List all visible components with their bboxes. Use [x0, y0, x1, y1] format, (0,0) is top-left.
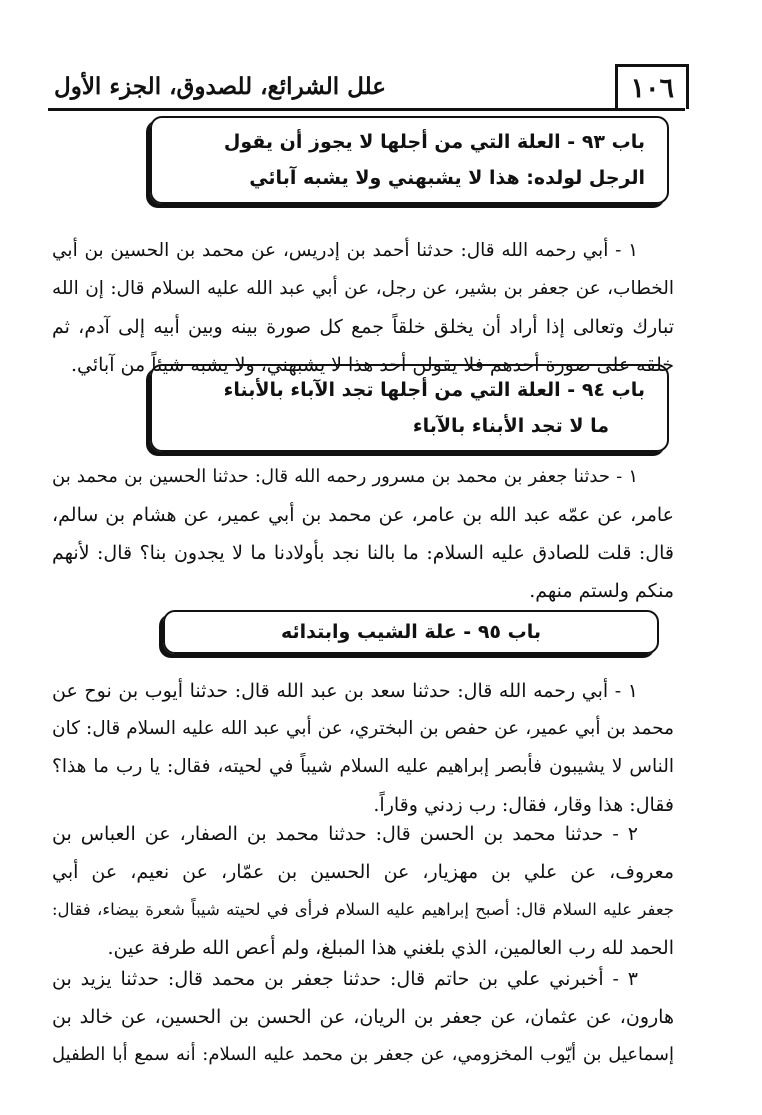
text-line: منكم ولستم منهم. [529, 580, 674, 602]
chapter-heading-95 [163, 610, 659, 654]
text-line: الحمد لله رب العالمين، الذي بلغني هذا المبلغ، ولم أعص الله طرفة عين. [107, 937, 674, 959]
text-line: محمد بن أبي عمير، عن حفص بن البختري، عن أبي عبد الله عليه السلام قال: كان [52, 718, 674, 739]
text-line: هارون، عن عثمان، عن جعفر بن الريان، عن الحسن بن الحسين، عن خالد بن [52, 1006, 674, 1028]
text-line: خلقه على صورة أحدهم فلا يقولن أحد هذا لا يشبهني، ولا يشبه شيئاً من آبائي. [70, 354, 674, 376]
text-line: ٣ - أخبرني علي بن حاتم قال: حدثنا جعفر بن محمد قال: حدثنا يزيد بن [52, 968, 638, 990]
chapter-heading-line: باب ٩٥ - علة الشيب وابتدائه [281, 621, 541, 643]
hadith-paragraph [52, 960, 674, 1074]
text-line: ٢ - حدثنا محمد بن الحسن قال: حدثنا محمد بن الصفار، عن العباس بن [52, 823, 638, 845]
page-number: ١٠٦ [615, 64, 689, 109]
text-line: ١ - أبي رحمه الله قال: حدثنا أحمد بن إدريس، عن محمد بن الحسين بن أبي [52, 240, 638, 261]
running-title: علل الشرائع، للصدوق، الجزء الأول [54, 72, 386, 100]
hadith-paragraph [52, 815, 674, 967]
text-line: عامر، عن عمّه عبد الله بن عامر، عن محمد بن أبي عمير، عن هشام بن سالم، [52, 504, 674, 526]
chapter-heading-line: باب ٩٤ - العلة التي من أجلها تجد الآباء بالأبناء [223, 379, 645, 401]
chapter-heading-line: ما لا تجد الأبناء بالآباء [412, 415, 609, 437]
text-line: قال: قلت للصادق عليه السلام: ما بالنا نجد بأولادنا ما لا يجدون بنا؟ قال: لأنهم [52, 542, 674, 564]
text-line: جعفر عليه السلام قال: أصبح إبراهيم عليه السلام فرأى في لحيته شيباً شعرة بيضاء، فقال: [52, 900, 674, 919]
text-line: تبارك وتعالى إذا أراد أن يخلق خلقاً جمع كل صورة بينه وبين أبيه إلى آدم، ثم [52, 316, 674, 338]
hadith-paragraph [52, 672, 674, 824]
chapter-heading-line: باب ٩٣ - العلة التي من أجلها لا يجوز أن يقول [223, 131, 645, 153]
text-line: ١ - أبي رحمه الله قال: حدثنا سعد بن عبد الله قال: حدثنا أيوب بن نوح عن [52, 680, 638, 702]
text-line: معروف، عن علي بن مهزيار، عن الحسين بن عمّار، عن نعيم، عن أبي [52, 861, 674, 883]
text-line: الناس لا يشيبون فأبصر إبراهيم عليه السلام شيباً في لحيته، فقال: يا رب ما هذا؟ [52, 756, 674, 777]
chapter-heading-line: الرجل لولده: هذا لا يشبهني ولا يشبه آبائي [249, 167, 645, 189]
chapter-heading-94 [150, 364, 669, 452]
text-line: فقال: هذا وقار، فقال: رب زدني وقاراً. [373, 794, 674, 816]
text-line: إسماعيل بن أيّوب المخزومي، عن جعفر بن محمد عليه السلام: أنه سمع أبا الطفيل [52, 1044, 675, 1065]
text-line: الخطاب، عن جعفر بن بشير، عن رجل، عن أبي عبد الله عليه السلام قال: إن الله [52, 278, 674, 299]
chapter-heading-93 [150, 116, 669, 204]
hadith-paragraph [52, 458, 674, 610]
page-header [48, 64, 685, 111]
text-line: ١ - حدثنا جعفر بن محمد بن مسرور رحمه الله قال: حدثنا الحسين بن محمد بن [52, 466, 638, 487]
hadith-paragraph [52, 232, 674, 384]
